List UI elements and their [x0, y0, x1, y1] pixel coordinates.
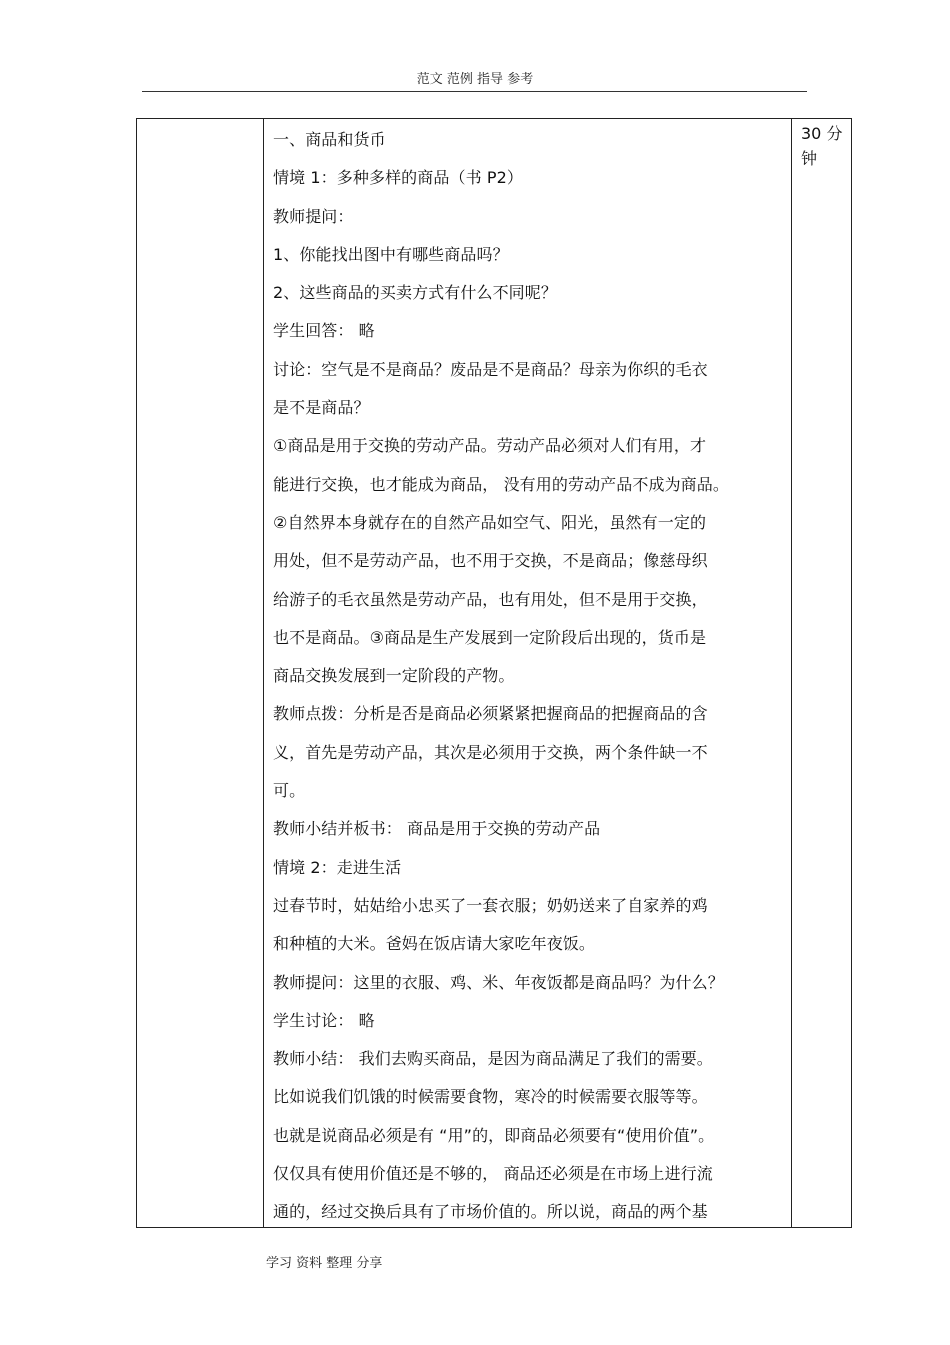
- text-line: 教师提问：这里的衣服、鸡、米、年夜饭都是商品吗？为什么？: [273, 972, 724, 992]
- text-line: 情境 2：走进生活: [273, 857, 402, 877]
- text-line: 一、商品和货币: [273, 130, 386, 149]
- text-line: ②自然界本身就存在的自然产品如空气、阳光，虽然有一定的: [273, 512, 707, 532]
- column-divider-2: [791, 119, 792, 1227]
- text-line: ①商品是用于交换的劳动产品。劳动产品必须对人们有用，才: [273, 436, 707, 456]
- content-cell: [273, 121, 787, 1221]
- text-line: 可。: [273, 781, 306, 801]
- text-line: 教师小结： 我们去购买商品，是因为商品满足了我们的需要。: [273, 1049, 713, 1069]
- text-line: 是不是商品？: [273, 398, 370, 418]
- text-line: 给游子的毛衣虽然是劳动产品，也有用处，但不是用于交换，: [273, 589, 708, 609]
- lesson-table: [136, 118, 852, 1228]
- text-line: 用处，但不是劳动产品，也不用于交换，不是商品；像慈母织: [273, 551, 708, 571]
- text-line: 教师点拨：分析是否是商品必须紧紧把握商品的把握商品的含: [273, 704, 708, 724]
- text-line: 通的，经过交换后具有了市场价值的。所以说，商品的两个基: [273, 1202, 708, 1221]
- column-divider-1: [263, 119, 264, 1227]
- text-line: 商品交换发展到一定阶段的产物。: [273, 666, 515, 686]
- text-line: 过春节时，姑姑给小忠买了一套衣服；奶奶送来了自家养的鸡: [273, 895, 708, 915]
- text-line: 学生回答： 略: [273, 321, 375, 341]
- text-line: 义，首先是劳动产品，其次是必须用于交换，两个条件缺一不: [273, 742, 708, 762]
- text-line: 教师提问：: [273, 206, 354, 226]
- time-cell: 30 分钟: [801, 124, 843, 168]
- text-line: 能进行交换，也才能成为商品， 没有用的劳动产品不成为商品。: [273, 474, 729, 494]
- header-divider: [142, 91, 807, 92]
- text-line: 教师小结并板书： 商品是用于交换的劳动产品: [273, 819, 601, 839]
- text-line: 也就是说商品必须是有 “用”的，即商品必须要有“使用价值”。: [273, 1125, 715, 1145]
- text-line: 比如说我们饥饿的时候需要食物，寒冷的时候需要衣服等等。: [273, 1087, 708, 1107]
- text-line: 和种植的大米。爸妈在饭店请大家吃年夜饭。: [273, 934, 596, 954]
- page-header: 范文 范例 指导 参考: [416, 72, 534, 87]
- text-line: 也不是商品。③商品是生产发展到一定阶段后出现的，货币是: [273, 627, 707, 647]
- text-line: 2、这些商品的买卖方式有什么不同呢？: [273, 283, 557, 303]
- text-line: 仅仅具有使用价值还是不够的， 商品还必须是在市场上进行流: [273, 1164, 713, 1184]
- text-line: 1、你能找出图中有哪些商品吗？: [273, 244, 509, 264]
- text-line: 学生讨论： 略: [273, 1010, 375, 1030]
- text-line: 讨论：空气是不是商品？废品是不是商品？母亲为你织的毛衣: [273, 359, 708, 379]
- text-line: 情境 1：多种多样的商品（书 P2）: [273, 168, 523, 188]
- page-footer: 学习 资料 整理 分享: [266, 1256, 383, 1271]
- left-cell: [137, 119, 263, 1227]
